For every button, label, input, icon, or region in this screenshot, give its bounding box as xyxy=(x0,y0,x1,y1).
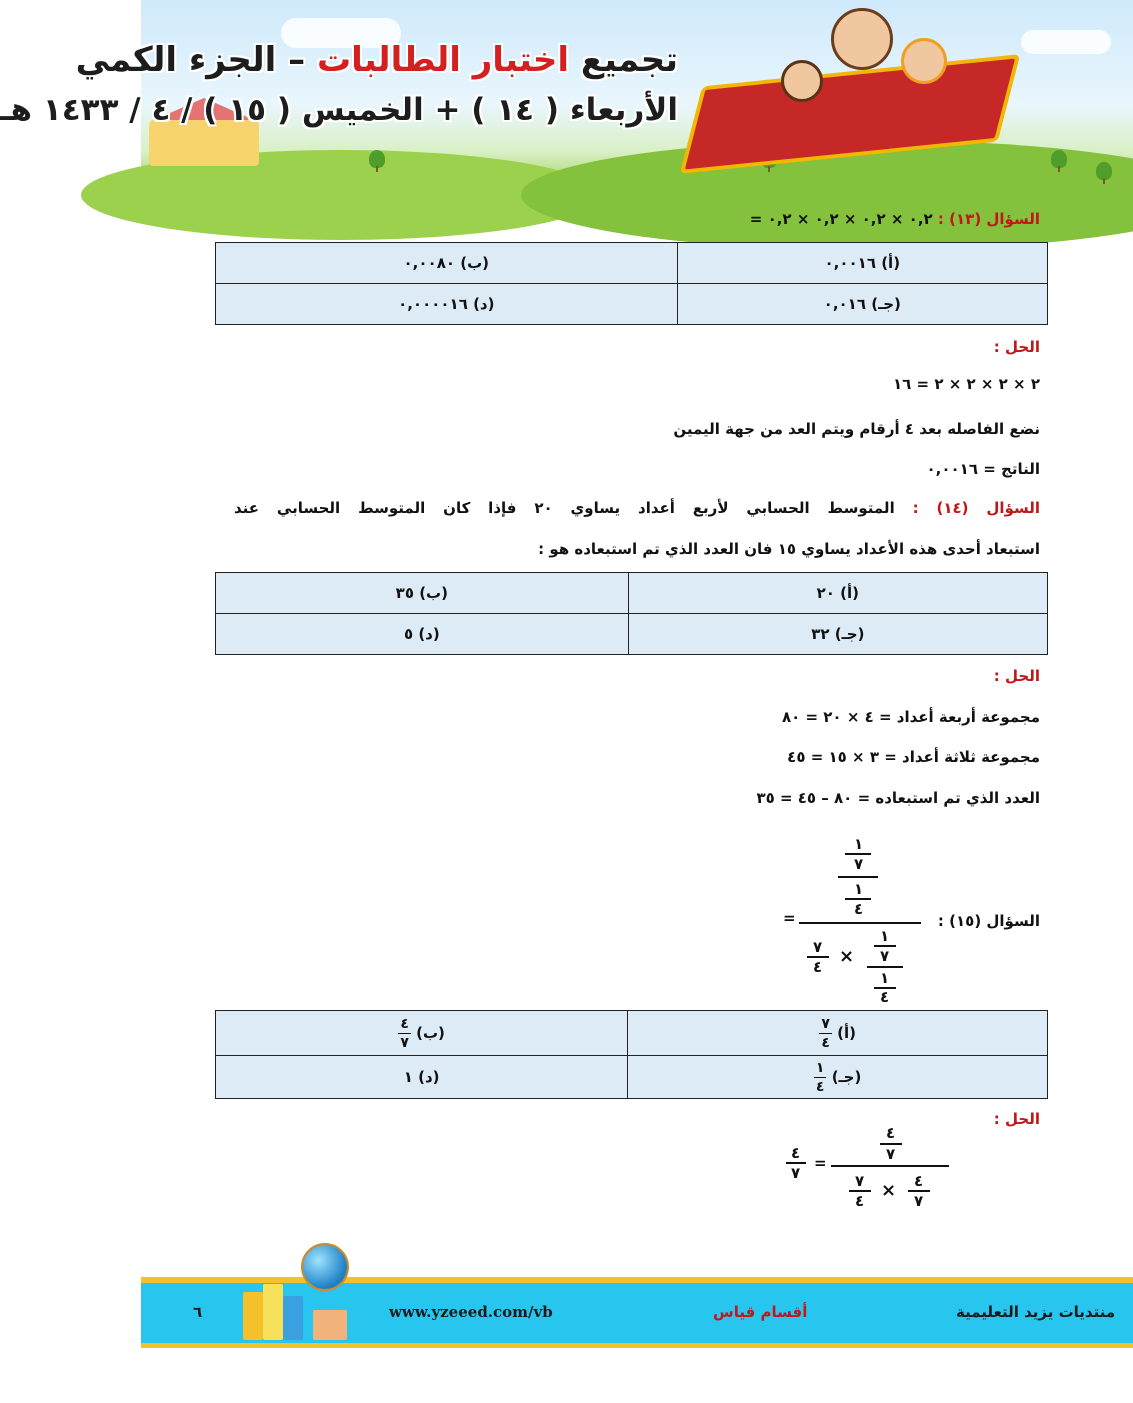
q13-options-table xyxy=(215,242,1048,325)
q15-solution-label: الحل : xyxy=(993,1110,1040,1128)
question-14: السؤال (١٤) : المتوسط الحسابي لأربع أعداد يساوي ٢٠ فإذا كان المتوسط الحسابي عند xyxy=(234,499,1041,517)
footer-url[interactable]: www.yzeeed.com/vb xyxy=(389,1303,553,1321)
q13-option-c: (جـ) ٠,٠١٦ xyxy=(677,284,1047,325)
tree-icon xyxy=(1096,162,1112,180)
sol-equals-sign: = xyxy=(814,1154,827,1172)
question-14-line2: استبعاد أحدى هذه الأعداد يساوي ١٥ فان العدد الذي تم استبعاده هو : xyxy=(538,540,1040,558)
sol-num-denominator: ٧ xyxy=(886,1145,896,1163)
globe-icon xyxy=(301,1243,349,1291)
q15-den-inner-numerator-bottom: ٧ xyxy=(880,947,890,965)
sol-den-b-denominator: ٧ xyxy=(914,1192,924,1210)
q15-option-c: (جـ) $\frac{١}{٤}$ xyxy=(628,1056,1048,1099)
q15-options-table xyxy=(215,1010,1048,1099)
fraction-bar xyxy=(867,966,903,968)
times-sign: × xyxy=(881,1180,897,1201)
q14-option-c: (جـ) ٣٢ xyxy=(628,614,1047,655)
sol-den-a-numerator: ٧ xyxy=(855,1172,865,1190)
table-row xyxy=(216,573,1048,614)
q15-den-inner-denominator-bottom: ٤ xyxy=(880,988,890,1006)
footer-forum-name: منتديات يزيد التعليمية xyxy=(956,1303,1116,1321)
times-sign: × xyxy=(839,946,855,967)
q15-equals-sign: = xyxy=(783,909,796,927)
q14-options-table xyxy=(215,572,1048,655)
fraction-bar xyxy=(838,876,878,878)
cloud-decoration xyxy=(1021,30,1111,54)
child-illustration xyxy=(781,60,823,102)
q15-den-fraction-numerator: ٧ xyxy=(813,938,823,956)
q15-den-fraction-denominator: ٤ xyxy=(813,958,823,976)
tree-icon xyxy=(369,150,385,168)
page-number: ٦ xyxy=(193,1303,203,1321)
table-row xyxy=(216,614,1048,655)
footer-section: أقسام قياس xyxy=(713,1303,808,1321)
table-row xyxy=(216,284,1048,325)
table-row xyxy=(216,1011,1048,1056)
q14-option-d: (د) ٥ xyxy=(216,614,629,655)
q15-den-inner-numerator-top: ١ xyxy=(880,927,890,945)
q13-option-a: (أ) ٠,٠٠١٦ xyxy=(677,243,1047,284)
q15-option-b: (ب) $\frac{٤}{٧}$ xyxy=(216,1011,628,1056)
q14-solution-line: مجموعة ثلاثة أعداد = ٣ × ١٥ = ٤٥ xyxy=(787,748,1040,766)
main-fraction-bar xyxy=(831,1165,949,1167)
q13-solution-line: الناتج = ٠,٠٠١٦ xyxy=(926,460,1040,478)
table-row xyxy=(216,1056,1048,1099)
header-banner xyxy=(0,0,1133,190)
footer-stripe xyxy=(141,1343,1133,1348)
q15-num-bottom-denominator: ٤ xyxy=(854,900,864,918)
sol-result-denominator: ٧ xyxy=(791,1164,801,1182)
q13-solution-line: ٢ × ٢ × ٢ × ٢ = ١٦ xyxy=(893,375,1040,393)
q13-solution-label: الحل : xyxy=(993,338,1040,356)
q13-option-d: (د) ٠,٠٠٠٠١٦ xyxy=(216,284,678,325)
q14-solution-line: مجموعة أربعة أعداد = ٤ × ٢٠ = ٨٠ xyxy=(781,708,1040,726)
fraction: $\frac{١}{٤}$ xyxy=(815,1059,825,1095)
sol-den-a-denominator: ٤ xyxy=(855,1192,865,1210)
question-15: السؤال (١٥) : xyxy=(937,912,1040,930)
q15-num-top-numerator: ١ xyxy=(854,835,864,853)
q15-den-inner-denominator-top: ١ xyxy=(880,969,890,987)
fraction: $\frac{٧}{٤}$ xyxy=(821,1015,830,1051)
q15-option-a: (أ) $\frac{٧}{٤}$ xyxy=(628,1011,1048,1056)
table-row xyxy=(216,243,1048,284)
q15-num-bottom-numerator: ١ xyxy=(854,880,864,898)
sol-den-b-numerator: ٤ xyxy=(914,1172,924,1190)
q14-solution-line: العدد الذي تم استبعاده = ٨٠ – ٤٥ = ٣٥ xyxy=(756,789,1040,807)
main-fraction-bar xyxy=(799,922,921,924)
sol-result-numerator: ٤ xyxy=(791,1144,801,1162)
tree-icon xyxy=(1051,150,1067,168)
question-13: السؤال (١٣) : ٠,٢ × ٠,٢ × ٠,٢ × ٠,٢ = xyxy=(749,210,1040,228)
girl-illustration xyxy=(901,38,947,84)
fraction: $\frac{٤}{٧}$ xyxy=(400,1015,409,1051)
q13-option-b: (ب) ٠,٠٠٨٠ xyxy=(216,243,678,284)
page-subtitle: الأربعاء ( ١٤ ) + الخميس ( ١٥ ) / ٤ / ١٤٣٣ هـ xyxy=(0,92,678,128)
q15-option-d: (د) ١ xyxy=(216,1056,628,1099)
boy-illustration xyxy=(831,8,893,70)
q14-solution-label: الحل : xyxy=(993,667,1040,685)
q15-num-top-denominator: ٧ xyxy=(854,855,864,873)
sol-num-numerator: ٤ xyxy=(886,1124,896,1142)
page-title: تجميع اختبار الطالبات – الجزء الكمي xyxy=(75,40,678,80)
q14-option-a: (أ) ٢٠ xyxy=(628,573,1047,614)
q14-option-b: (ب) ٣٥ xyxy=(216,573,629,614)
q13-solution-line: نضع الفاصله بعد ٤ أرقام ويتم العد من جهة اليمين xyxy=(673,420,1040,438)
